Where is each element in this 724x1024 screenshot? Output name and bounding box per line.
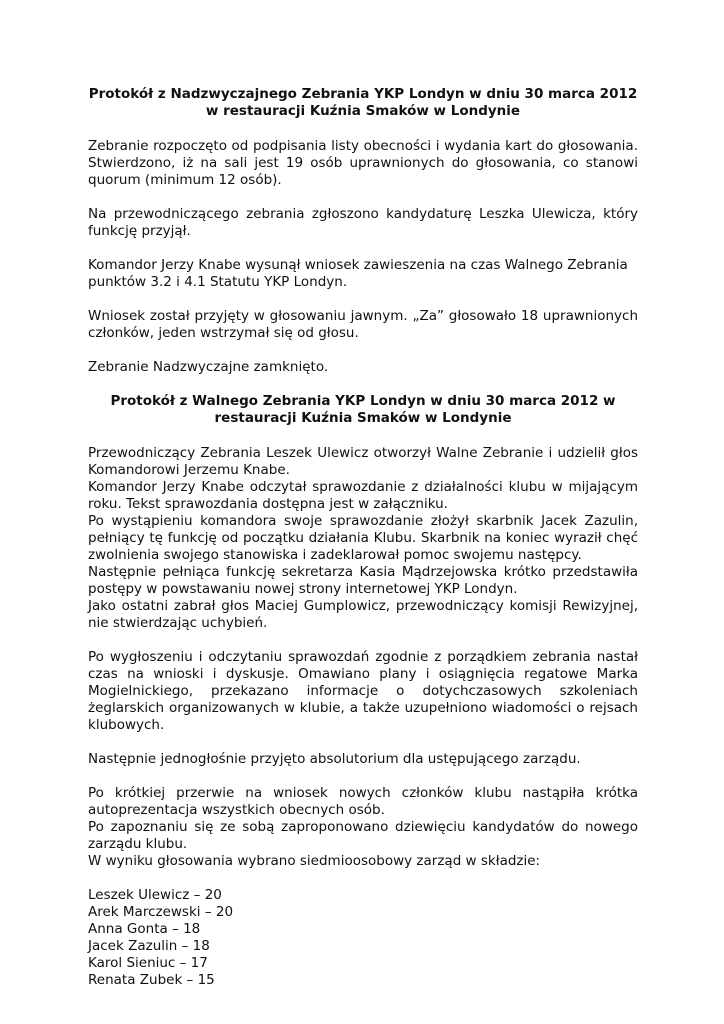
board-list <box>88 887 638 989</box>
reports-line: Jako ostatni zabrał głos Maciej Gumplowicz, przewodniczący komisji Rewizyjnej, nie stwierdzając uchybień. <box>88 598 638 631</box>
attendance-paragraph: Zebranie rozpoczęto od podpisania listy obecności i wydania kart do głosowania. Stwierdzono, iż na sali jest 19 osób uprawnionych do głosowania, co stanowi quorum (minimum 12 osób). <box>88 138 638 188</box>
reports-line: Po wystąpieniu komandora swoje sprawozdanie złożył skarbnik Jacek Zazulin, pełniący tę funkcję od początku działania Klubu. Skarbnik na koniec wyraził chęć zwolnienia swojego stanowiska i zadeklarował pomoc swojemu następcy. <box>88 513 638 563</box>
election-line: W wyniku głosowania wybrano siedmioosobowy zarząd w składzie: <box>88 853 541 869</box>
board-member: Leszek Ulewicz – 20 <box>88 887 222 903</box>
reports-line: Komandor Jerzy Knabe odczytał sprawozdanie z działalności klubu w mijającym roku. Tekst sprawozdania dostępna jest w załączniku. <box>88 479 638 512</box>
motion-paragraph: Komandor Jerzy Knabe wysunął wniosek zawieszenia na czas Walnego Zebrania punktów 3.2 i 4.1 Statutu YKP Londyn. <box>88 257 628 290</box>
board-member: Jacek Zazulin – 18 <box>88 938 210 954</box>
reports-line: Następnie pełniąca funkcję sekretarza Kasia Mądrzejowska krótko przedstawiła postępy w powstawaniu nowej strony internetowej YKP Londyn. <box>88 564 638 597</box>
election-line: Po krótkiej przerwie na wniosek nowych członków klubu nastąpiła krótka autoprezentacja wszystkich obecnych osób. <box>88 785 638 818</box>
extraordinary-meeting-heading: Protokół z Nadzwyczajnego Zebrania YKP Londyn w dniu 30 marca 2012 w restauracji Kuźnia Smaków w Londynie <box>88 86 638 119</box>
reports-line: Przewodniczący Zebrania Leszek Ulewicz otworzył Walne Zebranie i udzielił głos Komandorowi Jerzemu Knabe. <box>88 445 638 478</box>
chairman-paragraph: Na przewodniczącego zebrania zgłoszono kandydaturę Leszka Ulewicza, który funkcję przyjął. <box>88 206 638 239</box>
election-paragraph <box>88 785 638 870</box>
discussion-paragraph: Po wygłoszeniu i odczytaniu sprawozdań zgodnie z porządkiem zebrania nastał czas na wnioski i dyskusje. Omawiano plany i osiągnięcia regatowe Marka Mogielnickiego, przekazano informacje o dotychczasowych szkoleniach żeglarskich organizowanych w klubie, a także uzupełniono wiadomości o rejsach klubowych. <box>88 649 638 733</box>
document-page <box>88 86 638 989</box>
board-member: Renata Zubek – 15 <box>88 972 215 988</box>
board-member: Arek Marczewski – 20 <box>88 904 234 920</box>
election-line: Po zapoznaniu się ze sobą zaproponowano dziewięciu kandydatów do nowego zarządu klubu. <box>88 819 638 852</box>
general-meeting-heading: Protokół z Walnego Zebrania YKP Londyn w dniu 30 marca 2012 w restauracji Kuźnia Smaków w Londynie <box>110 393 616 426</box>
board-member: Anna Gonta – 18 <box>88 921 201 937</box>
board-member: Karol Sieniuc – 17 <box>88 955 208 971</box>
closing-paragraph: Zebranie Nadzwyczajne zamknięto. <box>88 359 329 375</box>
reports-paragraph <box>88 445 638 632</box>
absolution-paragraph: Następnie jednogłośnie przyjęto absolutorium dla ustępującego zarządu. <box>88 751 581 767</box>
vote-paragraph: Wniosek został przyjęty w głosowaniu jawnym. „Za” głosowało 18 uprawnionych członków, jeden wstrzymał się od głosu. <box>88 308 638 341</box>
